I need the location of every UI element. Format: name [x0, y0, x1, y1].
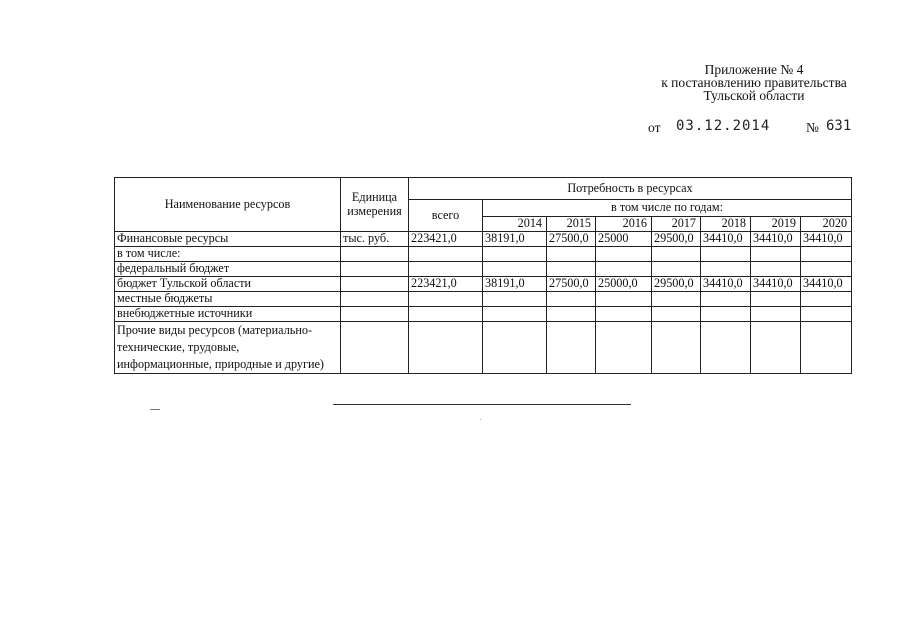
- row-value: 38191,0: [483, 277, 547, 292]
- row-value: 29500,0: [652, 277, 701, 292]
- row-total: [409, 307, 483, 322]
- column-header-unit: [341, 178, 409, 232]
- scan-dot: [480, 419, 481, 420]
- row-value: [652, 262, 701, 277]
- year-header: 2014: [483, 217, 547, 232]
- column-header-need: Потребность в ресурсах: [409, 178, 852, 200]
- year-header: 2016: [596, 217, 652, 232]
- row-value: 29500,0: [652, 232, 701, 247]
- row-value: [483, 247, 547, 262]
- row-value: [751, 307, 801, 322]
- row-name: федеральный бюджет: [115, 262, 341, 277]
- table-row: [115, 292, 852, 307]
- year-header: 2018: [701, 217, 751, 232]
- row-value: 34410,0: [751, 277, 801, 292]
- table-row: [115, 262, 852, 277]
- row-value: [483, 292, 547, 307]
- row-value: [801, 322, 852, 374]
- resolution-reference: к постановлению правительства: [661, 75, 847, 90]
- row-value: [596, 247, 652, 262]
- row-value: [751, 292, 801, 307]
- row-value: [547, 292, 596, 307]
- row-value: 34410,0: [751, 232, 801, 247]
- row-value: [801, 292, 852, 307]
- unit-header-line1: Единица: [351, 189, 398, 204]
- table-header-row: [115, 178, 852, 200]
- row-name: в том числе:: [115, 247, 341, 262]
- row-name: местные бюджеты: [115, 292, 341, 307]
- row-total: [409, 262, 483, 277]
- row-value: [652, 307, 701, 322]
- row-total: 223421,0: [409, 277, 483, 292]
- table-row: [115, 247, 852, 262]
- document-header: [620, 63, 888, 102]
- row-value: [701, 262, 751, 277]
- region-name: Тульской области: [703, 88, 805, 103]
- row-value: [547, 262, 596, 277]
- row-value: 34410,0: [701, 232, 751, 247]
- row-total: [409, 247, 483, 262]
- row-value: 34410,0: [801, 277, 852, 292]
- row-value: [596, 307, 652, 322]
- row-value: [652, 322, 701, 374]
- row-unit: [341, 277, 409, 292]
- row-value: 34410,0: [801, 232, 852, 247]
- appendix-title: Приложение № 4: [704, 62, 804, 77]
- row-value: [701, 307, 751, 322]
- row-value: [801, 247, 852, 262]
- row-value: [596, 262, 652, 277]
- row-unit: тыс. руб.: [341, 232, 409, 247]
- other-resources-line3: информационные, природные и другие): [117, 357, 324, 371]
- year-header: 2017: [652, 217, 701, 232]
- unit-header-line2: измерения: [347, 203, 402, 218]
- row-value: [751, 247, 801, 262]
- row-total: 223421,0: [409, 232, 483, 247]
- table-row: [115, 277, 852, 292]
- table-row: [115, 307, 852, 322]
- row-name: бюджет Тульской области: [115, 277, 341, 292]
- row-value: 27500,0: [547, 277, 596, 292]
- row-unit: [341, 292, 409, 307]
- table-row: [115, 322, 852, 374]
- row-name-other-resources: [115, 322, 341, 374]
- row-value: [801, 307, 852, 322]
- row-value: [701, 292, 751, 307]
- year-header: 2019: [751, 217, 801, 232]
- row-value: 27500,0: [547, 232, 596, 247]
- number-sign: №: [806, 120, 819, 135]
- other-resources-line2: технические, трудовые,: [117, 340, 240, 354]
- row-value: [547, 247, 596, 262]
- row-unit: [341, 247, 409, 262]
- order-date: 03.12.2014: [676, 118, 771, 134]
- row-value: [483, 322, 547, 374]
- row-unit: [341, 307, 409, 322]
- scan-mark: [150, 409, 160, 410]
- row-value: [701, 247, 751, 262]
- year-header: 2015: [547, 217, 596, 232]
- row-value: [751, 322, 801, 374]
- row-value: [801, 262, 852, 277]
- row-value: 34410,0: [701, 277, 751, 292]
- year-header: 2020: [801, 217, 852, 232]
- closing-rule: [333, 404, 631, 405]
- row-value: [751, 262, 801, 277]
- other-resources-line1: Прочие виды ресурсов (материально-: [117, 323, 313, 337]
- column-header-total: всего: [409, 200, 483, 232]
- row-value: 25000,0: [596, 277, 652, 292]
- row-value: 25000: [596, 232, 652, 247]
- row-total: [409, 292, 483, 307]
- row-value: [547, 322, 596, 374]
- row-value: [483, 262, 547, 277]
- row-value: [596, 322, 652, 374]
- row-name: внебюджетные источники: [115, 307, 341, 322]
- row-name: Финансовые ресурсы: [115, 232, 341, 247]
- row-value: [483, 307, 547, 322]
- row-value: [701, 322, 751, 374]
- order-number: 631: [826, 118, 852, 134]
- row-value: 38191,0: [483, 232, 547, 247]
- row-value: [652, 247, 701, 262]
- row-value: [547, 307, 596, 322]
- column-header-name: Наименование ресурсов: [115, 178, 341, 232]
- row-unit: [341, 322, 409, 374]
- column-header-by-years: в том числе по годам:: [483, 200, 852, 217]
- table-row: [115, 232, 852, 247]
- resources-table: [114, 177, 852, 374]
- row-total: [409, 322, 483, 374]
- date-prefix: от: [648, 120, 661, 135]
- row-value: [596, 292, 652, 307]
- row-unit: [341, 262, 409, 277]
- row-value: [652, 292, 701, 307]
